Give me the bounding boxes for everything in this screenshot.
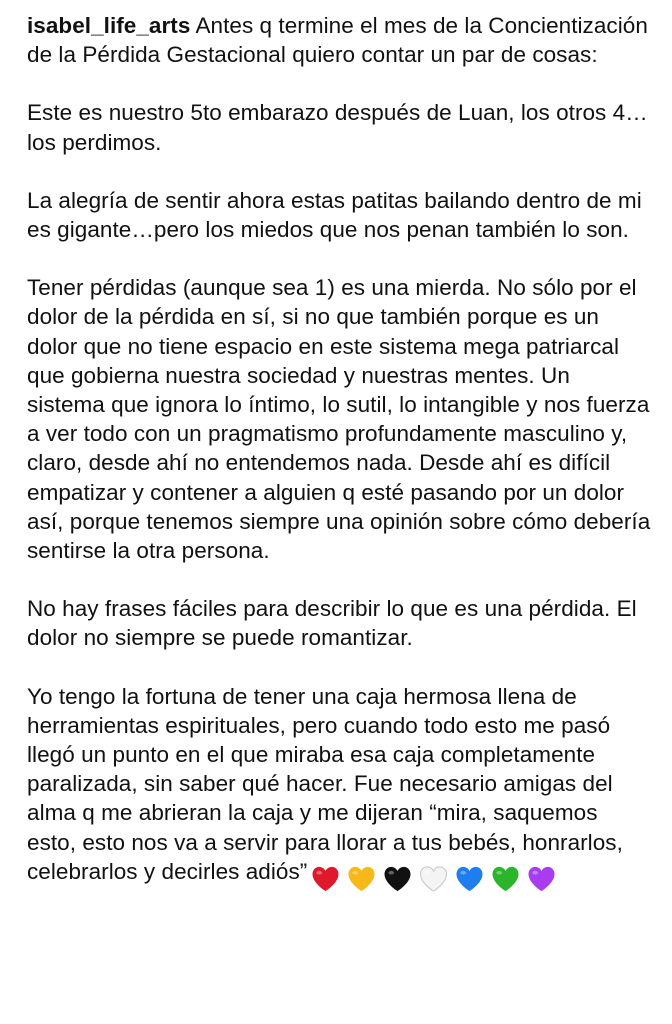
paragraph-gap xyxy=(27,653,652,682)
heart-emoji-row xyxy=(311,863,563,892)
username-link[interactable]: isabel_life_arts xyxy=(27,13,191,38)
paragraph-gap xyxy=(27,157,652,186)
white-heart-icon xyxy=(419,866,448,892)
caption-paragraph: No hay frases fáciles para describir lo que es una pérdida. El dolor no siempre se puede romantizar. xyxy=(27,596,637,651)
red-heart-icon xyxy=(311,866,340,892)
black-heart-icon xyxy=(383,866,412,892)
green-heart-icon xyxy=(491,866,520,892)
caption-intro xyxy=(27,11,652,69)
caption-paragraph: Tener pérdidas (aunque sea 1) es una mierda. No sólo por el dolor de la pérdida en sí, si no que también porque es un dolor que no tiene espacio en este sistema mega patriarcal que gobierna nuestra sociedad y nuestras mentes. Un sistema que ignora lo íntimo, lo sutil, lo intangible y nos fuerza a ver todo con un pragmatismo profundamente masculino y, claro, desde ahí no entendemos nada. Desde ahí es difícil empatizar y contener a alguien q esté pasando por un dolor así, porque tenemos siempre una opinión sobre cómo debería sentirse la otra persona. xyxy=(27,275,651,564)
purple-heart-icon xyxy=(527,866,556,892)
paragraph-gap xyxy=(27,244,652,273)
paragraph-gap xyxy=(27,69,652,98)
paragraph-gap xyxy=(27,565,652,594)
caption-paragraph: Este es nuestro 5to embarazo después de Luan, los otros 4…los perdimos. xyxy=(27,100,648,155)
post-caption xyxy=(27,11,652,892)
yellow-heart-icon xyxy=(347,866,376,892)
caption-intro-text: Antes q termine el mes de la Concientización de la Pérdida Gestacional quiero contar un par de cosas: xyxy=(27,13,648,68)
blue-heart-icon xyxy=(455,866,484,892)
caption-last-paragraph xyxy=(27,682,652,892)
caption-paragraph: La alegría de sentir ahora estas patitas bailando dentro de mi es gigante…pero los miedos que nos penan también lo son. xyxy=(27,187,642,243)
caption-last-text: Yo tengo la fortuna de tener una caja hermosa llena de herramientas espirituales, pero cuando todo esto me pasó llegó un punto en el que miraba esa caja completamente paralizada, sin saber qué hacer. Fue necesario amigas del alma q me abrieran la caja y me dijeran “mira, saquemos esto, esto nos va a servir para llorar a tus bebés, honrarlos, celebrarlos y decirles adiós” xyxy=(27,683,623,884)
